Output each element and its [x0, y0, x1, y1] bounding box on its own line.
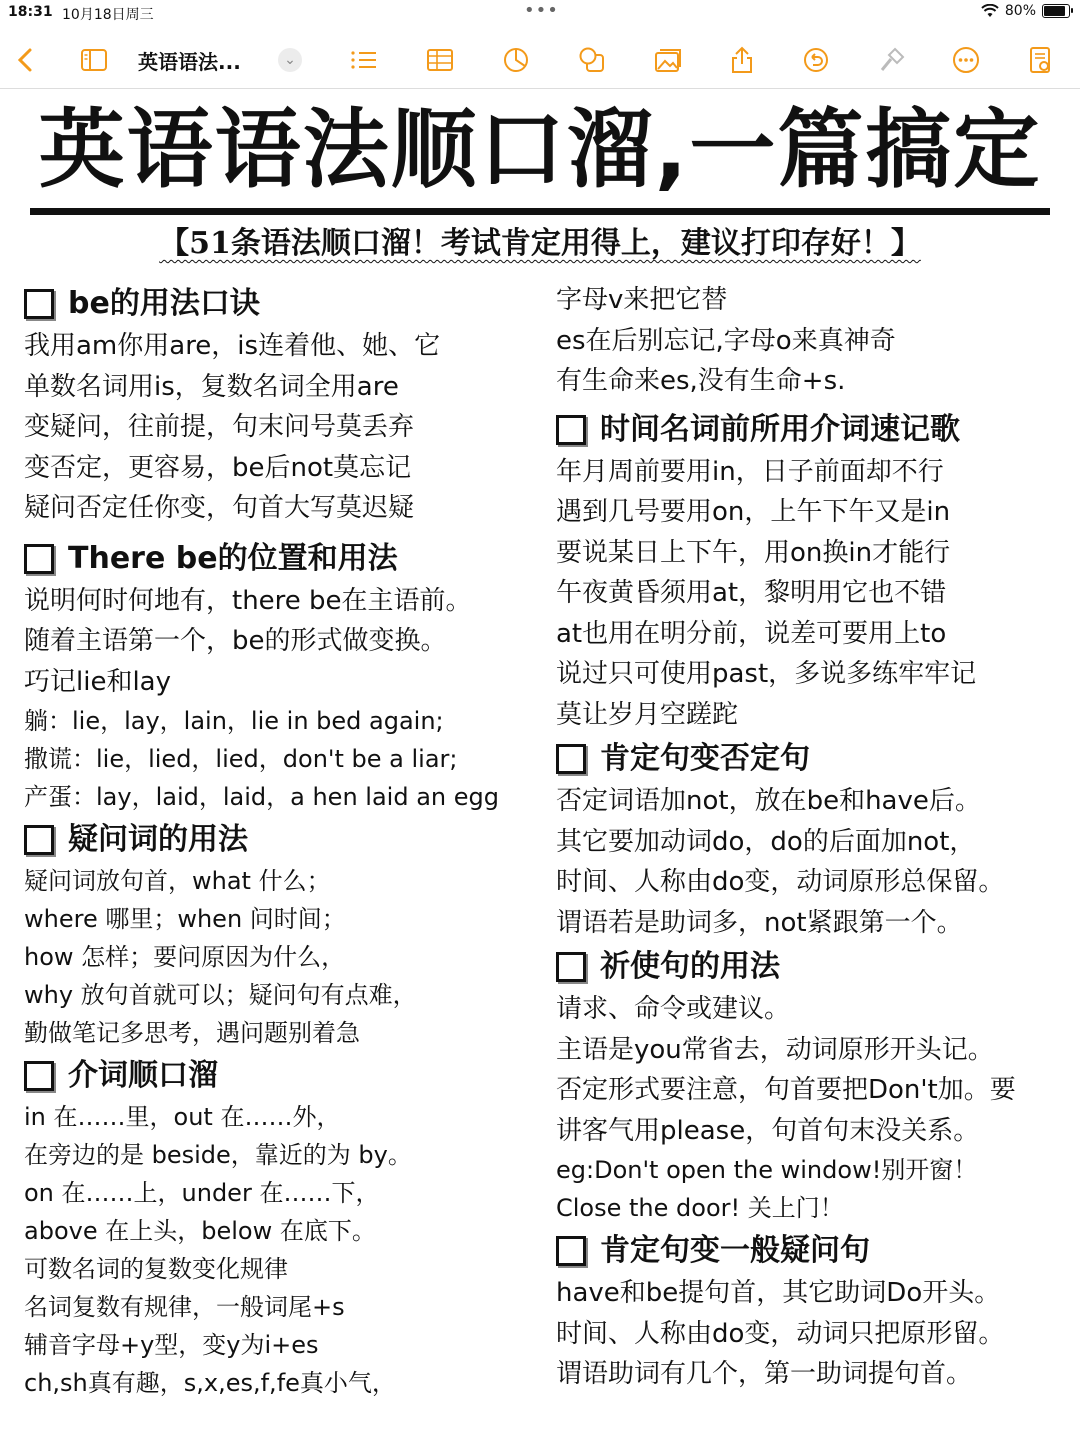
- text-line: 我用am你用are，is连着他、她、它: [24, 331, 441, 361]
- back-icon[interactable]: [10, 44, 42, 76]
- text-line: 主语是you常省去，动词原形开头记。: [556, 1034, 994, 1065]
- shape-icon[interactable]: [576, 44, 608, 76]
- text-line: 莫让岁月空蹉跎: [556, 699, 739, 730]
- media-icon[interactable]: [652, 44, 684, 76]
- text-line: 其它要加动词do，do的后面加not，: [556, 826, 976, 857]
- text-line: above 在上头，below 在底下。: [24, 1217, 376, 1245]
- text-line: 年月周前要用in，日子前面却不行: [556, 456, 944, 487]
- text-line: at也用在明分前，说差可要用上to: [556, 618, 947, 649]
- toolbar: [0, 30, 1080, 89]
- text-line: ch,sh真有趣，s,x,es,f,fe真小气，: [24, 1369, 396, 1397]
- text-line: 疑问否定任你变，句首大写莫迟疑: [24, 493, 415, 523]
- section-heading: 肯定句变否定句: [556, 737, 1056, 781]
- text-line: 疑问词放句首，what 什么；: [24, 867, 331, 895]
- text-line: Close the door! 关上门！: [556, 1194, 844, 1222]
- text-line: 请求、命令或建议。: [556, 994, 791, 1024]
- text-line: 巧记lie和lay: [24, 666, 171, 697]
- text-line: have和be提句首，其它助词Do开头。: [556, 1278, 1001, 1308]
- checkbox-square-icon: [556, 1236, 586, 1266]
- checkbox-square-icon: [556, 744, 586, 774]
- text-line: 有生命来es,没有生命+s.: [556, 366, 846, 396]
- text-line: 辅音字母+y型，变y为i+es: [24, 1331, 319, 1359]
- status-bar: [0, 0, 1080, 26]
- multitasking-dots-icon[interactable]: •••: [524, 0, 559, 21]
- section-heading: 肯定句变一般疑问句: [556, 1229, 1056, 1273]
- section-heading: 时间名词前所用介词速记歌: [556, 408, 1056, 452]
- text-line: 谓语助词有几个，第一助词提句首。: [556, 1359, 973, 1389]
- format-brush-icon[interactable]: [876, 44, 908, 76]
- text-line: 否定形式要注意，句首要把Don't加。要: [556, 1075, 1016, 1105]
- checkbox-square-icon: [24, 289, 54, 319]
- text-line: 撒谎：lie，lied，lied，don't be a liar;: [24, 745, 458, 773]
- page-title: 英语语法顺口溜,一篇搞定: [38, 100, 1042, 200]
- text-line: 产蛋：lay，laid，laid，a hen laid an egg: [24, 783, 499, 811]
- section-heading: be的用法口诀: [24, 282, 534, 326]
- more-icon[interactable]: [950, 44, 982, 76]
- text-line: 名词复数有规律，一般词尾+s: [24, 1293, 345, 1321]
- text-line: 午夜黄昏须用at，黎明用它也不错: [556, 578, 947, 608]
- text-line: es在后别忘记,字母o来真神奇: [556, 325, 896, 356]
- checkbox-square-icon: [556, 415, 586, 445]
- table-icon[interactable]: [424, 44, 456, 76]
- document-view-icon[interactable]: [1024, 44, 1056, 76]
- text-line: 时间、人称由do变，动词原形总保留。: [556, 867, 1005, 897]
- page-subtitle: 【51条语法顺口溜！考试肯定用得上，建议打印存好！】: [159, 226, 921, 261]
- section-heading: There be的位置和用法: [24, 537, 534, 581]
- text-line: 单数名词用is，复数名词全用are: [24, 371, 399, 402]
- battery-icon: [1042, 4, 1070, 18]
- battery-percent: 80%: [1004, 3, 1036, 19]
- text-line: 说明何时何地有，there be在主语前。: [24, 585, 472, 616]
- title-rule: [30, 208, 1050, 215]
- document-title[interactable]: 英语语法...: [138, 50, 241, 74]
- status-date: 10月18日周三: [62, 7, 154, 23]
- text-line: in 在……里，out 在……外，: [24, 1103, 341, 1131]
- share-icon[interactable]: [726, 44, 758, 76]
- text-line: 时间、人称由do变，动词只把原形留。: [556, 1318, 1005, 1349]
- text-line: 勤做笔记多思考，遇问题别着急: [24, 1019, 360, 1047]
- checkbox-square-icon: [24, 825, 54, 855]
- text-line: 变否定，更容易，be后not莫忘记: [24, 452, 412, 483]
- text-line: where 哪里；when 问时间；: [24, 905, 346, 933]
- text-line: 变疑问，往前提，句末问号莫丢弃: [24, 412, 415, 442]
- text-line: 说过只可使用past，多说多练牢牢记: [556, 659, 977, 689]
- checkbox-square-icon: [556, 952, 586, 982]
- text-line: 遇到几号要用on，上午下午又是in: [556, 497, 951, 527]
- sidebar-icon[interactable]: [78, 44, 110, 76]
- left-column: [24, 280, 534, 1402]
- text-line: why 放句首就可以；疑问句有点难，: [24, 981, 417, 1009]
- text-line: 可数名词的复数变化规律: [24, 1255, 288, 1283]
- status-time: 18:31: [8, 4, 53, 20]
- checkbox-square-icon: [24, 1061, 54, 1091]
- section-heading: 祈使句的用法: [556, 945, 1056, 989]
- text-line: 躺：lie，lay，lain，lie in bed again;: [24, 707, 444, 735]
- text-line: 随着主语第一个，be的形式做变换。: [24, 626, 447, 656]
- text-line: how 怎样；要问原因为什么，: [24, 943, 346, 971]
- text-line: eg:Don't open the window!别开窗！: [556, 1156, 978, 1184]
- text-line: on 在……上，under 在……下，: [24, 1179, 380, 1207]
- chart-icon[interactable]: [500, 44, 532, 76]
- chevron-down-icon[interactable]: ⌄: [278, 48, 302, 72]
- text-line: 在旁边的是 beside，靠近的为 by。: [24, 1141, 412, 1169]
- section-heading: 疑问词的用法: [24, 818, 534, 862]
- text-line: 讲客气用please，句首句末没关系。: [556, 1115, 980, 1146]
- text-line: 字母v来把它替: [556, 285, 728, 315]
- text-line: 否定词语加not，放在be和have后。: [556, 786, 981, 816]
- wifi-icon: [981, 4, 999, 18]
- text-line: 谓语若是助词多，not紧跟第一个。: [556, 907, 963, 938]
- checkbox-square-icon: [24, 544, 54, 574]
- list-icon[interactable]: [348, 44, 380, 76]
- right-column: [556, 280, 1056, 1395]
- text-line: 要说某日上下午，用on换in才能行: [556, 537, 951, 568]
- status-right: [981, 3, 1070, 19]
- undo-icon[interactable]: [800, 44, 832, 76]
- section-heading: 介词顺口溜: [24, 1054, 534, 1098]
